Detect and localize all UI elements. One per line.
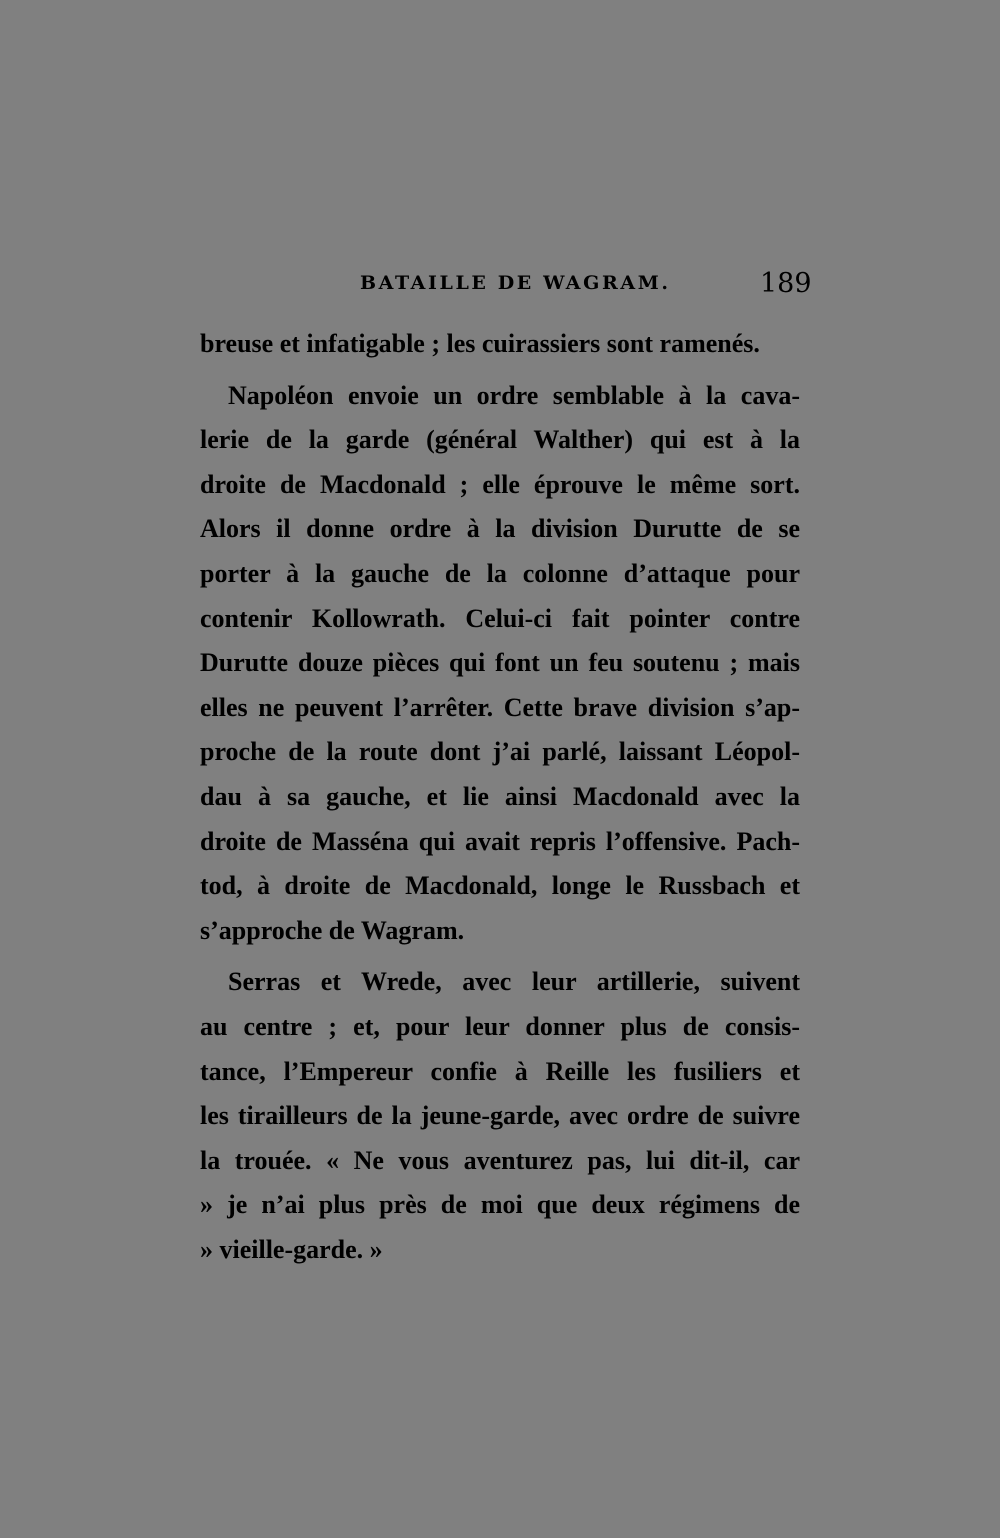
text-line: tod, à droite de Macdonald, longe le Russbach et xyxy=(200,871,800,901)
text-line: » vieille-garde. » xyxy=(200,1234,383,1264)
text-line: Serras et Wrede, avec leur artillerie, suivent xyxy=(228,967,800,997)
text-line: droite de Masséna qui avait repris l’offensive. Pach- xyxy=(200,826,800,856)
text-line: lerie de la garde (général Walther) qui est à la xyxy=(200,425,800,455)
text-line: dau à sa gauche, et lie ainsi Macdonald avec la xyxy=(200,781,800,811)
text-line: contenir Kollowrath. Celui-ci fait pointer contre xyxy=(200,603,800,633)
text-line: Durutte douze pièces qui font un feu soutenu ; mais xyxy=(200,648,800,678)
paragraph-gap xyxy=(200,367,800,374)
text-line: au centre ; et, pour leur donner plus de consis- xyxy=(200,1011,800,1041)
text-line: proche de la route dont j’ai parlé, laissant Léopol- xyxy=(200,737,800,767)
text-line: porter à la gauche de la colonne d’attaque pour xyxy=(200,558,800,588)
body-text xyxy=(200,322,800,1272)
paragraph-gap xyxy=(200,953,800,960)
text-line: les tirailleurs de la jeune-garde, avec ordre de suivre xyxy=(200,1101,800,1131)
text-line: Napoléon envoie un ordre semblable à la cava- xyxy=(228,380,800,410)
text-line: breuse et infatigable ; les cuirassiers sont ramenés. xyxy=(200,329,760,358)
running-head xyxy=(0,268,1000,304)
text-line: tance, l’Empereur confie à Reille les fusiliers et xyxy=(200,1056,800,1086)
text-line: s’approche de Wagram. xyxy=(200,915,465,945)
text-line: droite de Macdonald ; elle éprouve le même sort. xyxy=(200,469,800,499)
text-line: elles ne peuvent l’arrêter. Cette brave division s’ap- xyxy=(200,692,800,722)
running-title: BATAILLE DE WAGRAM. xyxy=(360,272,671,294)
page-number: 189 xyxy=(760,268,812,299)
text-line: Alors il donne ordre à la division Durutte de se xyxy=(200,514,800,544)
text-line: » je n’ai plus près de moi que deux régimens de xyxy=(200,1190,800,1220)
text-line: la trouée. « Ne vous aventurez pas, lui dit-il, car xyxy=(200,1145,800,1175)
